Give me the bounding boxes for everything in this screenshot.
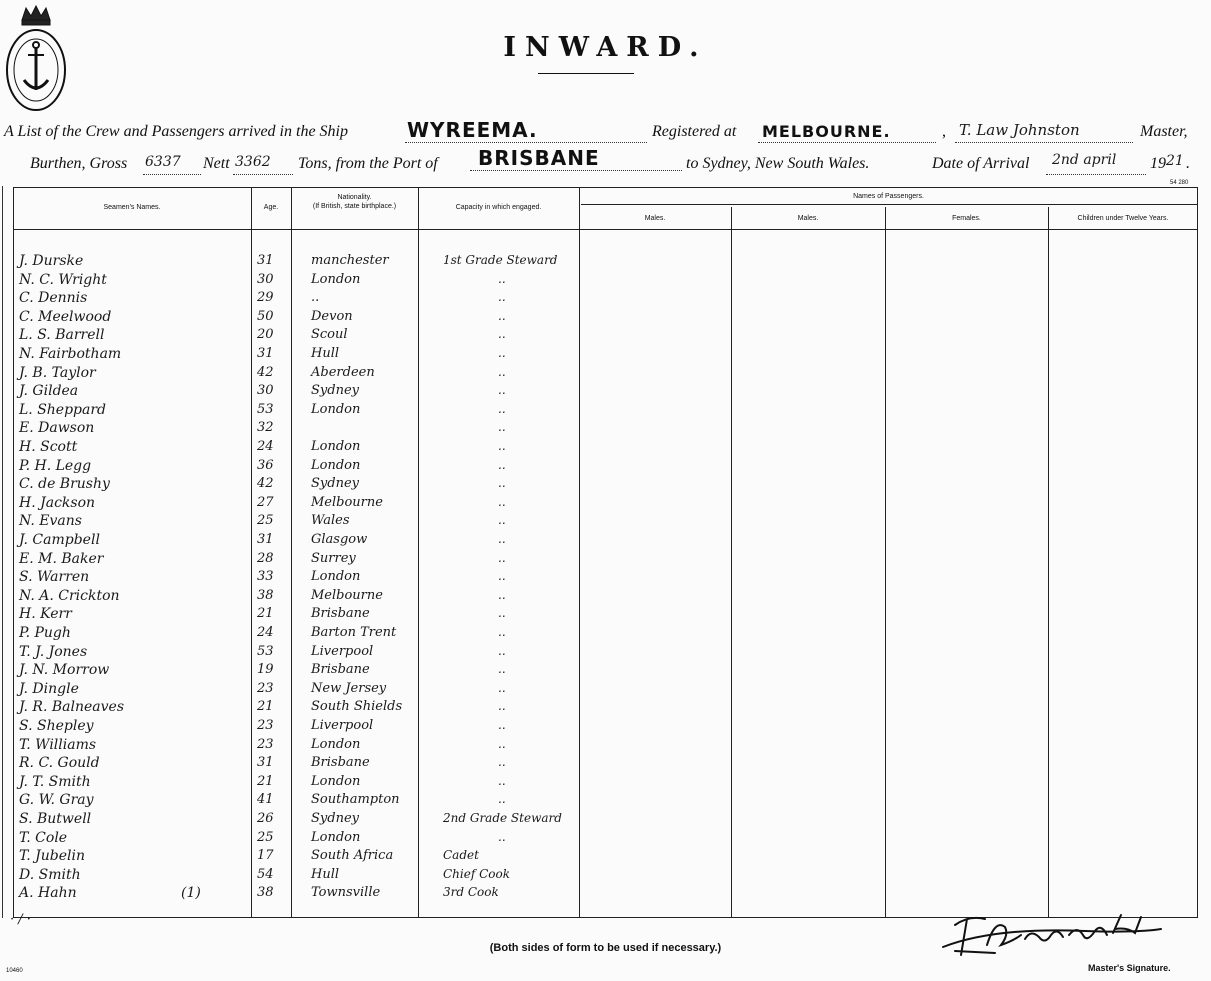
col-header-age: Age. (263, 204, 279, 211)
seaman-capacity: .. (498, 383, 506, 398)
table-row (13, 513, 1198, 531)
seaman-capacity: .. (498, 773, 506, 788)
seaman-age: 31 (257, 346, 274, 361)
from-port: BRISBANE (478, 146, 600, 170)
seaman-nationality: manchester (311, 253, 389, 268)
margin-marks: · / · (10, 912, 31, 927)
seaman-nationality: London (311, 439, 361, 454)
seaman-nationality: .. (311, 290, 320, 306)
seaman-nationality: London (311, 401, 361, 417)
ship-line-prefix: A List of the Crew and Passengers arrived in the Ship (4, 123, 348, 140)
seaman-name: J. R. Balneaves (19, 699, 125, 716)
seaman-name: N. C. Wright (19, 271, 107, 288)
col-header-passengers: Names of Passengers. (853, 193, 924, 200)
seaman-capacity: .. (498, 606, 506, 621)
table-row (13, 476, 1198, 494)
ship-name-field (405, 118, 647, 143)
seaman-age: 27 (257, 494, 274, 510)
seaman-nationality: Melbourne (311, 587, 383, 603)
seaman-capacity: .. (498, 829, 506, 844)
seaman-name: T. Cole (19, 829, 68, 846)
seaman-nationality: Brisbane (311, 606, 370, 622)
seaman-nationality: Liverpool (311, 643, 374, 659)
seaman-nationality: London (311, 773, 361, 789)
seaman-age: 29 (257, 290, 274, 306)
seaman-age: 24 (257, 439, 274, 454)
seaman-name: J. Campbell (19, 532, 100, 548)
table-row (13, 606, 1198, 624)
table-row (13, 737, 1198, 755)
table-row (13, 327, 1198, 345)
seaman-capacity: .. (498, 457, 506, 472)
table-row (13, 253, 1198, 271)
seaman-nationality: Surrey (311, 550, 356, 566)
seaman-capacity: .. (498, 587, 506, 602)
table-row (13, 662, 1198, 680)
table-row (13, 290, 1198, 308)
seaman-name: R. C. Gould (19, 755, 100, 772)
form-code: 10460 (6, 968, 23, 974)
col-header-males-2: Males. (797, 215, 819, 222)
seaman-nationality: Sydney (311, 476, 359, 492)
seaman-age: 23 (257, 736, 274, 752)
seaman-capacity: .. (498, 513, 506, 528)
registered-label: Registered at (652, 123, 737, 140)
seaman-capacity: .. (498, 308, 506, 323)
seaman-nationality: South Africa (311, 848, 394, 864)
seaman-nationality: Aberdeen (311, 364, 375, 380)
seaman-age: 31 (257, 532, 274, 547)
seaman-nationality: Wales (311, 513, 350, 529)
seaman-nationality: Devon (311, 308, 353, 324)
seaman-age: 31 (257, 755, 274, 771)
table-row (13, 272, 1198, 290)
ship-line: A List of the Crew and Passengers arrived in the Ship WYREEMA. Registered at MELBOURNE. , T. Law Johnston Master, (4, 118, 1188, 142)
seaman-capacity: .. (498, 290, 506, 305)
seaman-nationality: London (311, 457, 361, 473)
seaman-age: 25 (257, 513, 274, 529)
table-row (13, 718, 1198, 736)
ship-name: WYREEMA. (407, 118, 538, 142)
seaman-age: 41 (257, 792, 274, 808)
seaman-age: 33 (257, 569, 274, 585)
date-label: Date of Arrival (932, 155, 1030, 172)
seaman-age: 54 (257, 866, 274, 882)
seaman-nationality: Sydney (311, 383, 359, 399)
seaman-age: 30 (257, 271, 274, 287)
seaman-nationality: Townsville (311, 885, 381, 901)
seaman-age: 31 (257, 253, 274, 268)
seaman-name: E. M. Baker (19, 550, 104, 567)
seaman-age: 53 (257, 401, 274, 417)
table-row (13, 681, 1198, 699)
seaman-capacity: 3rd Cook (443, 885, 499, 900)
table-row (13, 420, 1198, 438)
passenger-sub-rule (581, 204, 1198, 205)
table-row (13, 867, 1198, 885)
seaman-name: H. Scott (19, 439, 78, 455)
seaman-capacity: .. (498, 476, 506, 491)
master-label: Master, (1140, 123, 1188, 140)
seaman-name: J. N. Morrow (19, 662, 110, 679)
seaman-capacity: .. (498, 550, 506, 565)
seaman-capacity: .. (498, 494, 506, 509)
seaman-age: 23 (257, 680, 274, 696)
nett-label: Nett (203, 155, 230, 172)
seaman-nationality: London (311, 829, 361, 845)
seaman-age: 50 (257, 308, 274, 324)
seaman-age: 53 (257, 643, 274, 659)
table-row (13, 532, 1198, 550)
table-row (13, 755, 1198, 773)
crew-table (13, 187, 1198, 917)
seaman-name: D. Smith (19, 866, 81, 883)
seaman-capacity: .. (498, 271, 506, 286)
burthen-label: Burthen, Gross (30, 155, 128, 172)
seaman-age: 42 (257, 364, 274, 380)
seaman-age: 17 (257, 848, 274, 864)
table-row (13, 625, 1198, 643)
seaman-name: T. J. Jones (19, 643, 88, 660)
seaman-nationality: Barton Trent (311, 625, 397, 640)
table-top-rule (13, 187, 1198, 188)
year-value: 21 (1166, 153, 1184, 169)
seaman-age: 24 (257, 625, 274, 640)
col-header-nationality-sub: (If British, state birthplace.) (312, 203, 397, 210)
seaman-capacity: .. (498, 532, 506, 546)
seaman-name: H. Jackson (19, 494, 96, 511)
seaman-capacity: .. (498, 327, 506, 342)
seaman-name: J. B. Taylor (19, 364, 96, 381)
seaman-nationality: South Shields (311, 699, 403, 715)
seaman-age: 36 (257, 457, 274, 473)
seaman-nationality: Sydney (311, 811, 359, 826)
seaman-capacity: .. (498, 569, 506, 584)
table-row (13, 774, 1198, 792)
seaman-age: 21 (257, 699, 274, 715)
gross-tons: 6337 (145, 154, 181, 170)
table-row (13, 458, 1198, 476)
table-row (13, 495, 1198, 513)
seaman-age: 21 (257, 773, 274, 789)
master-name: T. Law Johnston (959, 121, 1080, 139)
table-row (13, 346, 1198, 364)
registered-port-field (758, 118, 936, 143)
master-signature-image (935, 905, 1165, 965)
seaman-name: P. Pugh (19, 625, 71, 641)
seaman-capacity: .. (498, 346, 506, 360)
seaman-name: E. Dawson (19, 420, 95, 437)
seaman-name: A. Hahn (19, 885, 77, 902)
seaman-age: 25 (257, 829, 274, 845)
table-row (13, 644, 1198, 662)
gross-tons-field (143, 150, 201, 175)
seaman-name: L. S. Barrell (19, 327, 105, 344)
col-header-children: Children under Twelve Years. (1077, 215, 1169, 222)
seaman-capacity: Chief Cook (443, 866, 511, 881)
seaman-capacity: .. (498, 625, 506, 639)
table-row (13, 792, 1198, 810)
table-row (13, 365, 1198, 383)
table-row (13, 383, 1198, 401)
burthen-line: Burthen, Gross 6337 Nett 3362 Tons, from the Port of BRISBANE to Sydney, New South Wales. Date of Arrival 2nd april 19 21 . (0, 150, 1211, 184)
seaman-name: C. de Brushy (19, 476, 110, 493)
form-number: 54 280 (1170, 180, 1189, 186)
seaman-nationality: Liverpool (311, 718, 374, 733)
seaman-age: 21 (257, 606, 274, 622)
table-row (13, 588, 1198, 606)
table-row (13, 885, 1198, 903)
seaman-nationality: Hull (311, 346, 340, 361)
seaman-age: 32 (257, 420, 274, 436)
seaman-age: 42 (257, 476, 274, 492)
seaman-nationality: Brisbane (311, 755, 370, 771)
seaman-name: C. Dennis (19, 290, 88, 307)
seaman-capacity: .. (498, 699, 506, 714)
seaman-capacity: 1st Grade Steward (443, 253, 558, 267)
seaman-name: L. Sheppard (19, 401, 107, 418)
seaman-nationality: Scoul (311, 327, 348, 343)
table-row (13, 848, 1198, 866)
seaman-age: 38 (257, 587, 274, 603)
seaman-capacity: .. (498, 420, 506, 435)
seaman-capacity: .. (498, 755, 506, 770)
seaman-name: J. Gildea (19, 383, 79, 400)
title-underline (538, 73, 634, 74)
signature-label: Master's Signature. (1088, 963, 1171, 973)
seaman-capacity: .. (498, 364, 506, 379)
seaman-name: S. Butwell (19, 811, 92, 827)
table-row (13, 699, 1198, 717)
seaman-nationality: New Jersey (311, 680, 387, 696)
seaman-capacity: .. (498, 680, 506, 695)
tons-from-label: Tons, from the Port of (298, 155, 438, 172)
seaman-name: P. H. Legg (19, 457, 92, 474)
seaman-name: H. Kerr (19, 606, 72, 623)
row-mark: (1) (181, 885, 201, 902)
table-row (13, 830, 1198, 848)
seaman-name: J. T. Smith (19, 773, 91, 790)
col-header-males-1: Males. (644, 215, 666, 222)
seaman-name: N. Evans (19, 513, 82, 530)
col-header-capacity: Capacity in which engaged. (455, 204, 542, 211)
table-row (13, 551, 1198, 569)
left-margin-rule (2, 186, 3, 918)
to-sydney-label: to Sydney, New South Wales. (686, 155, 870, 172)
master-name-field (955, 118, 1133, 143)
seaman-capacity: .. (498, 662, 506, 677)
seaman-nationality: London (311, 271, 361, 287)
table-row (13, 309, 1198, 327)
seaman-capacity: .. (498, 439, 506, 453)
seaman-capacity: Cadet (443, 848, 479, 863)
seaman-capacity: .. (498, 643, 506, 658)
arrival-date: 2nd april (1052, 152, 1117, 168)
col-header-nationality-title: Nationality. (337, 194, 372, 201)
table-header-rule (13, 229, 1198, 230)
seaman-capacity: .. (498, 718, 506, 732)
seaman-name: S. Warren (19, 569, 90, 586)
seaman-name: J. Durske (19, 253, 84, 269)
seaman-capacity: .. (498, 401, 506, 416)
seaman-name: S. Shepley (19, 718, 94, 734)
nett-tons-field (233, 150, 293, 175)
registered-port: MELBOURNE. (762, 122, 891, 141)
table-row (13, 402, 1198, 420)
seaman-nationality: London (311, 736, 361, 752)
footer-note: (Both sides of form to be used if necessary.) (489, 942, 722, 954)
seaman-age: 28 (257, 550, 274, 566)
seaman-name: T. Jubelin (19, 848, 86, 865)
seaman-age: 20 (257, 327, 274, 343)
seaman-name: J. Dingle (19, 680, 79, 697)
seaman-name: N. Fairbotham (19, 346, 122, 362)
from-port-field (470, 146, 682, 171)
col-header-nationality (291, 193, 418, 211)
table-row (13, 569, 1198, 587)
seaman-age: 23 (257, 718, 274, 733)
seaman-nationality: Melbourne (311, 494, 383, 510)
table-row (13, 811, 1198, 829)
seaman-nationality: Southampton (311, 792, 400, 808)
year-prefix: 19 (1150, 155, 1166, 172)
col-header-name: Seamen's Names. (103, 204, 161, 211)
seaman-age: 30 (257, 383, 274, 399)
seaman-capacity: .. (498, 736, 506, 751)
seaman-nationality: Hull (311, 866, 340, 882)
seaman-capacity: 2nd Grade Steward (443, 811, 562, 825)
seaman-name: G. W. Gray (19, 792, 94, 809)
seaman-nationality: London (311, 569, 361, 585)
seaman-nationality: Brisbane (311, 662, 370, 678)
seaman-name: T. Williams (19, 736, 97, 753)
table-row (13, 439, 1198, 457)
date-field (1046, 150, 1146, 175)
col-header-females: Females. (952, 215, 981, 222)
seaman-age: 19 (257, 662, 274, 678)
seaman-age: 26 (257, 811, 274, 826)
seaman-nationality: Glasgow (311, 532, 368, 547)
seaman-capacity: .. (498, 792, 506, 807)
seaman-age: 38 (257, 885, 274, 901)
seaman-name: N. A. Crickton (19, 587, 120, 604)
seaman-name: C. Meelwood (19, 308, 112, 325)
nett-tons: 3362 (235, 154, 271, 170)
page-title: INWARD. (503, 32, 708, 63)
